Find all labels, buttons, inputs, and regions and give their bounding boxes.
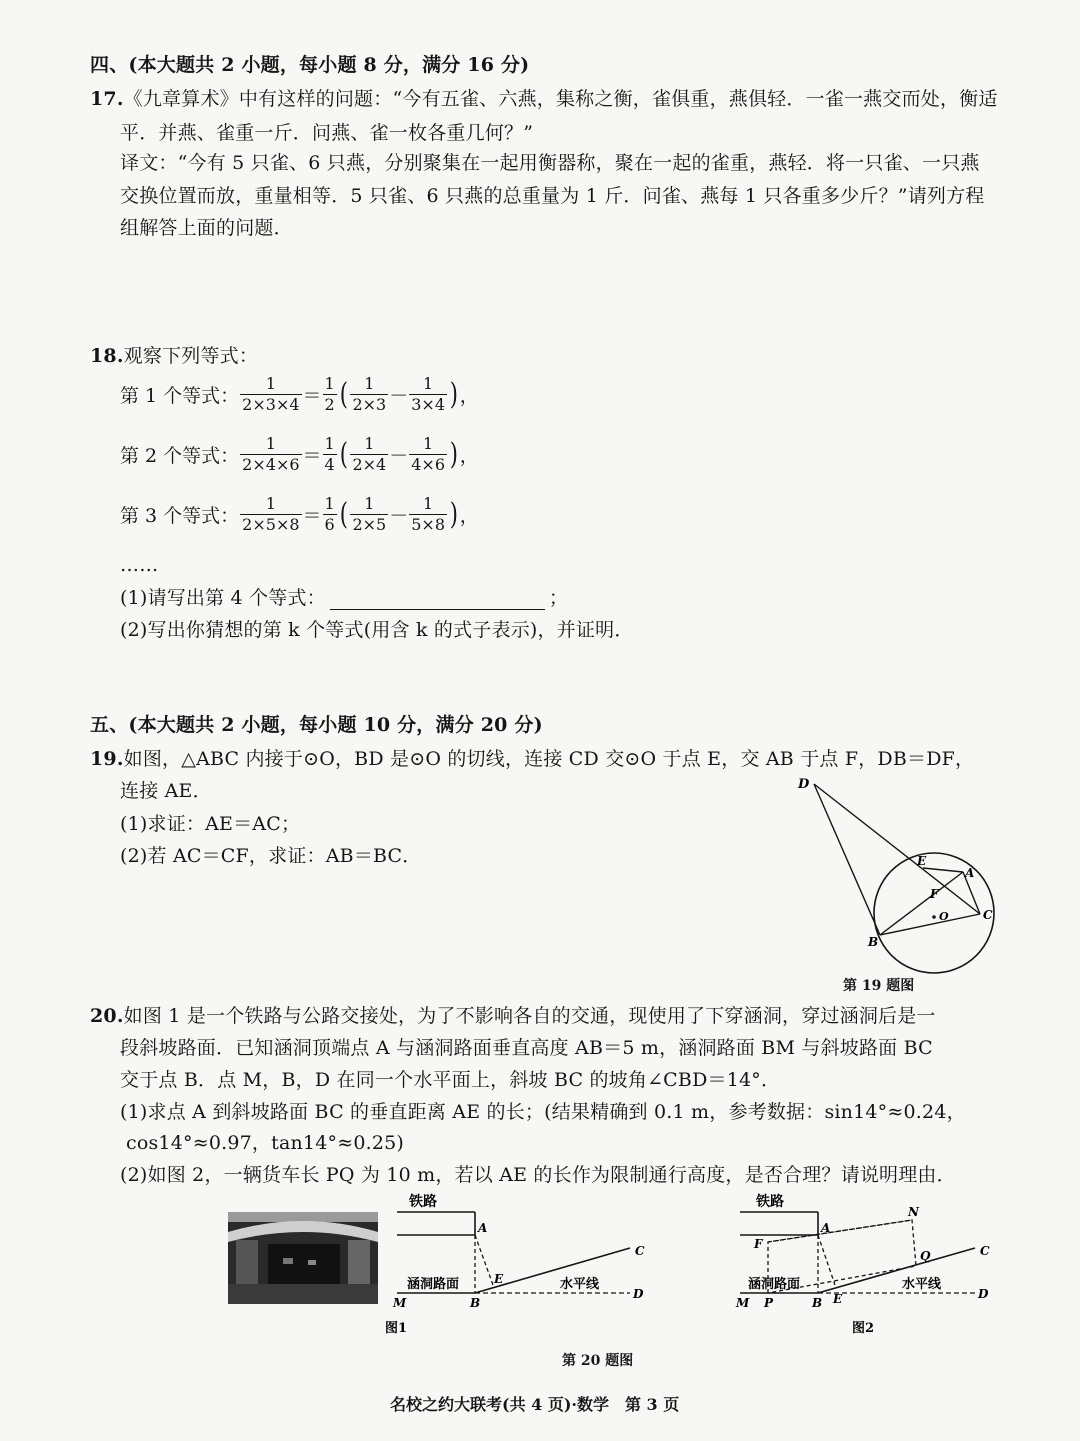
q18-equation-3: 第 3 个等式： $\frac{1}{2\times 5\times 8}$ ＝ $\frac{1}{6}$ ( $\frac{1}{2\times 5}$ － $\frac{1}{5\times 8}$ ) ， bbox=[120, 494, 479, 534]
fraction: $\frac{1}{2\times 4}$ bbox=[352, 434, 387, 474]
fraction: $\frac{1}{2\times 3\times 4}$ bbox=[242, 374, 300, 414]
fig1-label-b: B bbox=[470, 1296, 481, 1310]
fraction: $\frac{1}{2\times 4\times 6}$ bbox=[242, 434, 300, 474]
fig2-road-label: 涵洞路面 bbox=[748, 1277, 801, 1292]
q17-number: 17. bbox=[90, 88, 124, 110]
q17-line1: 17.《九章算术》中有这样的问题：“今有五雀、六燕，集称之衡，雀俱重，燕俱轻．一雀一燕交而处，衡适 bbox=[90, 88, 998, 110]
label-a: A bbox=[965, 866, 975, 880]
q18-number: 18. bbox=[90, 345, 124, 367]
fraction: $\frac{1}{4\times 6}$ bbox=[411, 434, 445, 474]
fig2-label-m: M bbox=[736, 1296, 750, 1310]
q20-line1: 20.如图 1 是一个铁路与公路交接处，为了不影响各自的交通，现使用了下穿涵洞，穿过涵洞后是一 bbox=[90, 1005, 936, 1027]
fig1-horizontal-label: 水平线 bbox=[560, 1277, 600, 1292]
fig1-rail-label: 铁路 bbox=[409, 1194, 437, 1210]
q20-figure-1 bbox=[385, 1192, 655, 1342]
fig1-label-m: M bbox=[393, 1296, 407, 1310]
fraction: $\frac{1}{2\times 5}$ bbox=[352, 494, 387, 534]
section-4-header: 四、(本大题共 2 小题，每小题 8 分，满分 16 分) bbox=[90, 54, 530, 76]
q17-line3: 译文：“今有 5 只雀、6 只燕，分别聚集在一起用衡器称，聚在一起的雀重，燕轻．将一只雀、一只燕 bbox=[120, 152, 980, 174]
q19-line2: 连接 AE． bbox=[120, 780, 212, 802]
q18-part1: (1)请写出第 4 个等式： ； bbox=[120, 587, 569, 609]
fig1-label-e: E bbox=[494, 1272, 504, 1286]
q18-part2: (2)写出你猜想的第 k 个等式(用含 k 的式子表示)，并证明． bbox=[120, 619, 634, 641]
q20-line2: 段斜坡路面．已知涵洞顶端点 A 与涵洞路面垂直高度 AB＝5 m，涵洞路面 BM 与斜坡路面 BC bbox=[120, 1037, 933, 1059]
q20-number: 20. bbox=[90, 1005, 124, 1027]
segment-db bbox=[814, 784, 880, 935]
page-footer: 名校之约大联考(共 4 页)·数学 第 3 页 bbox=[390, 1395, 680, 1414]
label-f: F bbox=[930, 887, 939, 901]
label-e: E bbox=[917, 854, 927, 868]
q19-line1: 19.如图，△ABC 内接于⊙O，BD 是⊙O 的切线，连接 CD 交⊙O 于点 E，交 AB 于点 F，DB＝DF， bbox=[90, 748, 975, 770]
fig1-label-d: D bbox=[633, 1287, 644, 1301]
fig2-label-f: F bbox=[754, 1237, 763, 1251]
q19-part1: (1)求证：AE＝AC； bbox=[120, 813, 301, 835]
q20-caption: 第 20 题图 bbox=[562, 1353, 634, 1369]
fig2-label-e: E bbox=[833, 1292, 843, 1306]
fig2-rail-label: 铁路 bbox=[756, 1194, 784, 1210]
fig2-label-q: Q bbox=[920, 1249, 931, 1263]
q18-equation-1: 第 1 个等式： $\frac{1}{2\times 3\times 4}$ ＝ $\frac{1}{2}$ ( $\frac{1}{2\times 3}$ － $\frac{1}{3\times 4}$ ) ， bbox=[120, 374, 479, 414]
fig2-label-c: C bbox=[980, 1244, 990, 1258]
fig1-road-label: 涵洞路面 bbox=[407, 1277, 460, 1292]
segment-dc bbox=[814, 784, 980, 914]
fig2-label-a: A bbox=[821, 1221, 831, 1235]
q19-part2: (2)若 AC＝CF，求证：AB＝BC． bbox=[120, 845, 422, 867]
fraction: $\frac{1}{6}$ bbox=[324, 494, 335, 534]
fraction: $\frac{1}{2\times 3}$ bbox=[352, 374, 387, 414]
culvert-photo bbox=[228, 1212, 378, 1304]
fig2-label-p: P bbox=[764, 1296, 774, 1310]
fig1-label-c: C bbox=[635, 1244, 645, 1258]
q19-figure bbox=[780, 770, 1010, 995]
fraction: $\frac{1}{4}$ bbox=[324, 434, 335, 474]
fraction: $\frac{1}{5\times 8}$ bbox=[411, 494, 445, 534]
q18-ellipsis: …… bbox=[120, 554, 159, 576]
label-d: D bbox=[798, 777, 810, 792]
q20-line3: 交于点 B．点 M，B，D 在同一个水平面上，斜坡 BC 的坡角∠CBD＝14°． bbox=[120, 1069, 781, 1091]
segment-ba bbox=[880, 872, 963, 935]
fraction: $\frac{1}{3\times 4}$ bbox=[411, 374, 445, 414]
q20-part2: (2)如图 2，一辆货车长 PQ 为 10 m，若以 AE 的长作为限制通行高度，是否合理？请说明理由． bbox=[120, 1164, 956, 1186]
answer-blank bbox=[330, 589, 545, 610]
q20-part1a: (1)求点 A 到斜坡路面 BC 的垂直距离 AE 的长；(结果精确到 0.1 m，参考数据：sin14°≈0.24， bbox=[120, 1101, 966, 1123]
fig2-caption: 图2 bbox=[852, 1321, 875, 1336]
q20-figure-2 bbox=[730, 1192, 1000, 1342]
fig1-caption: 图1 bbox=[385, 1321, 408, 1336]
fig2-label-d: D bbox=[978, 1287, 989, 1301]
fig2-label-n: N bbox=[908, 1205, 919, 1219]
label-c: C bbox=[983, 908, 993, 922]
segment-bc bbox=[880, 914, 980, 935]
fraction: $\frac{1}{2}$ bbox=[324, 374, 335, 414]
fraction: $\frac{1}{2\times 5\times 8}$ bbox=[242, 494, 300, 534]
q18-equation-2: 第 2 个等式： $\frac{1}{2\times 4\times 6}$ ＝ $\frac{1}{4}$ ( $\frac{1}{2\times 4}$ － $\frac{1}{4\times 6}$ ) ， bbox=[120, 434, 479, 474]
label-b: B bbox=[868, 935, 879, 949]
q17-line4: 交换位置而放，重量相等．5 只雀、6 只燕的总重量为 1 斤．问雀、燕每 1 只各重多少斤？”请列方程 bbox=[120, 185, 985, 207]
fig2-horizontal-label: 水平线 bbox=[902, 1277, 942, 1292]
segment-ae bbox=[923, 868, 963, 872]
q20-part1b: cos14°≈0.97，tan14°≈0.25) bbox=[126, 1132, 405, 1154]
label-o: O bbox=[939, 910, 949, 923]
section-5-header: 五、(本大题共 2 小题，每小题 10 分，满分 20 分) bbox=[90, 714, 543, 736]
q19-number: 19. bbox=[90, 748, 124, 770]
circle-o bbox=[874, 853, 994, 973]
fig1-label-a: A bbox=[478, 1221, 488, 1235]
fig2-label-b: B bbox=[812, 1296, 823, 1310]
q17-line5: 组解答上面的问题． bbox=[120, 217, 293, 239]
center-dot bbox=[932, 915, 936, 919]
q18-intro: 18.观察下列等式： bbox=[90, 345, 259, 367]
q19-caption: 第 19 题图 bbox=[843, 978, 915, 994]
q17-line2: 平．并燕、雀重一斤．问燕、雀一枚各重几何？” bbox=[120, 122, 534, 144]
